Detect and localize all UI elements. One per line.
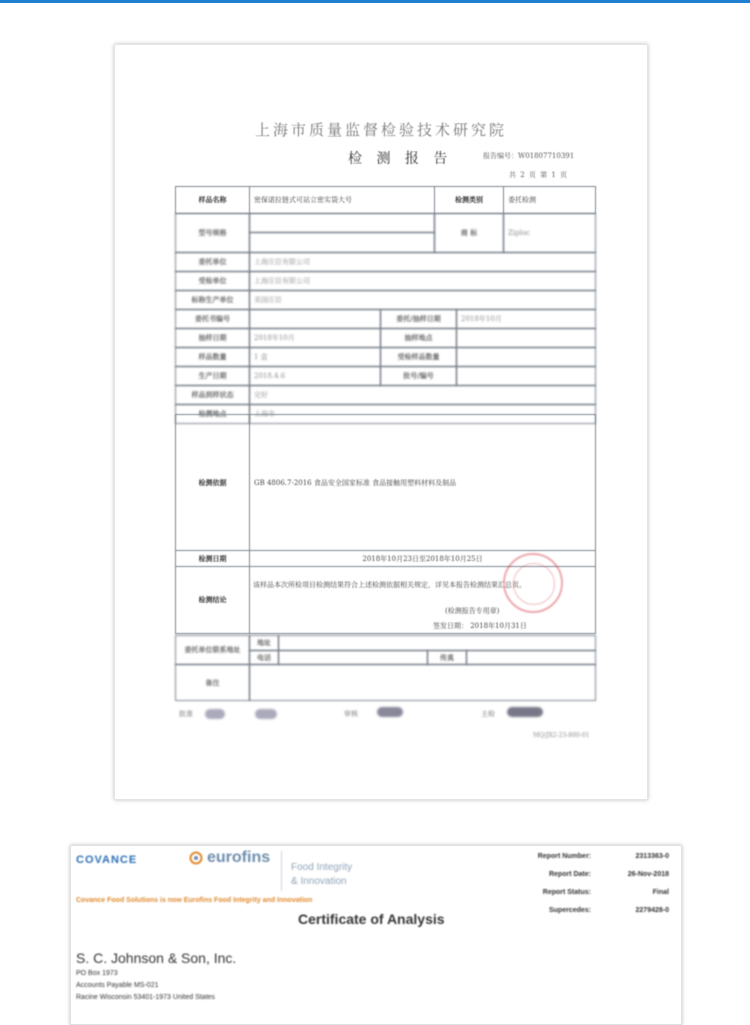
food-integrity-line1: Food Integrity: [291, 862, 353, 873]
inspected-qty-label: 受检样品数量: [380, 347, 457, 367]
report-date-value: 26-Nov-2018: [627, 871, 669, 878]
sample-state-label: 样品到样状态: [175, 385, 250, 405]
test-type-label: 检测类别: [434, 186, 504, 214]
official-seal: [503, 553, 563, 613]
inspected-unit-value: 上海庄臣有限公司: [249, 271, 596, 291]
main-inspector-signature: [507, 707, 543, 717]
sample-name-label: 样品名称: [175, 186, 250, 214]
manufacturer-label: 标称生产单位: [175, 290, 250, 310]
test-type-value: 委托检测: [503, 186, 596, 214]
sampling-place-label: 抽样地点: [380, 328, 457, 348]
logo-divider: [281, 851, 282, 891]
customer-address-line1: PO Box 1973: [76, 970, 118, 977]
approve-label: 批准: [179, 710, 193, 718]
customer-address-line2: Accounts Payable MS-021: [76, 982, 159, 989]
eurofins-logo-mark-icon: [189, 851, 203, 865]
model-label: 型号规格: [175, 213, 250, 253]
inspected-qty-value: [456, 347, 596, 367]
client-address-field: 地址: [249, 635, 279, 651]
rebrand-notice: Covance Food Solutions is now Eurofins Food Integrity and Innovation: [76, 897, 313, 904]
model-value: [249, 213, 435, 233]
client-phone-value: [278, 650, 428, 665]
trademark-value: Ziploc: [503, 213, 596, 253]
batch-no-value: [456, 366, 596, 386]
client-value: 上海庄臣有限公司: [249, 252, 596, 272]
certificate-title: Certificate of Analysis: [298, 911, 445, 927]
supercedes-label: Supercedes:: [548, 907, 591, 914]
production-date-label: 生产日期: [175, 366, 250, 386]
test-date-value: 2018年10月23日至2018年10月25日: [249, 550, 596, 567]
supercedes-value: 2279428-0: [635, 907, 669, 914]
sampling-date-label: 抽样日期: [175, 328, 250, 348]
batch-no-label: 批号/编号: [380, 366, 457, 386]
report-status-label: Report Status:: [542, 889, 591, 896]
food-integrity-line2: & Innovation: [291, 876, 347, 887]
client-fax-value: [466, 650, 596, 665]
inspected-unit-label: 受检单位: [175, 271, 250, 291]
seal-note: (检测报告专用章): [445, 607, 500, 615]
commission-date-value: 2018年10月: [456, 309, 596, 329]
customer-address-line3: Racine Wisconsin 53401-1973 United States: [76, 994, 215, 1001]
basis-value: GB 4806.7-2016 食品安全国家标准 食品接触用塑料材料及制品: [249, 414, 596, 551]
report-page-2: [70, 845, 682, 1025]
top-accent-bar: [0, 0, 750, 3]
covance-logo: COVANCE: [76, 854, 138, 866]
report-number-value: 2313363-0: [635, 853, 669, 860]
issue-date: 签发日期： 2018年10月31日: [433, 622, 527, 630]
main-inspector-label: 主检: [481, 710, 495, 718]
sample-state-value: 完好: [249, 385, 596, 405]
report-table-bottom: [175, 635, 596, 701]
test-location-value: 上海市: [249, 404, 596, 424]
report-page-1: [114, 44, 648, 800]
remarks-value: [249, 664, 596, 701]
remarks-label: 备注: [175, 664, 250, 701]
test-date-label: 检测日期: [175, 550, 250, 567]
client-address-value: [278, 635, 596, 651]
client-address-label: 委托单位联系地址: [175, 635, 250, 665]
form-code: MQ/JX2-23-800-01: [533, 732, 590, 739]
review-label: 审核: [344, 710, 358, 718]
basis-label: 检测依据: [175, 414, 250, 551]
customer-company: S. C. Johnson & Son, Inc.: [76, 950, 237, 966]
review-signature: [377, 707, 403, 717]
model-value-2: [249, 232, 435, 253]
conclusion-text: 该样品本次所检项目检测结果符合上述检测依据相关规定，详见本报告检测结果汇总页。: [253, 581, 526, 589]
sample-name-value: 密保诺拉链式可站立密实袋大号: [249, 186, 435, 214]
approve-signature-2: [255, 709, 277, 719]
report-number: 报告编号：W01807710391: [483, 152, 575, 160]
eurofins-logo: eurofins: [207, 849, 271, 866]
client-phone-field: 电话: [249, 650, 279, 665]
report-title: 检 测 报 告: [348, 151, 453, 167]
page-info: 共 2 页 第 1 页: [509, 171, 569, 179]
report-status-value: Final: [652, 889, 669, 896]
test-location-label: 检测地点: [175, 404, 250, 424]
institute-name: 上海市质量监督检验技术研究院: [254, 121, 507, 139]
report-number-label: Report Number:: [537, 853, 591, 860]
sampling-date-value: 2018年10月: [249, 328, 381, 348]
conclusion-label: 检测结论: [175, 566, 250, 634]
client-label: 委托单位: [175, 252, 250, 272]
trademark-label: 商 标: [434, 213, 504, 253]
sampling-place-value: [456, 328, 596, 348]
production-date-value: 2018.4.6: [249, 366, 381, 386]
report-date-label: Report Date:: [548, 871, 591, 878]
commission-no-value: [249, 309, 381, 329]
manufacturer-value: 美国庄臣: [249, 290, 596, 310]
commission-no-label: 委托书编号: [175, 309, 250, 329]
sample-qty-label: 样品数量: [175, 347, 250, 367]
approve-signature: [205, 709, 225, 719]
commission-date-label: 委托/抽样日期: [380, 309, 457, 329]
client-fax-field: 传真: [427, 650, 467, 665]
sample-qty-value: 1 盒: [249, 347, 381, 367]
